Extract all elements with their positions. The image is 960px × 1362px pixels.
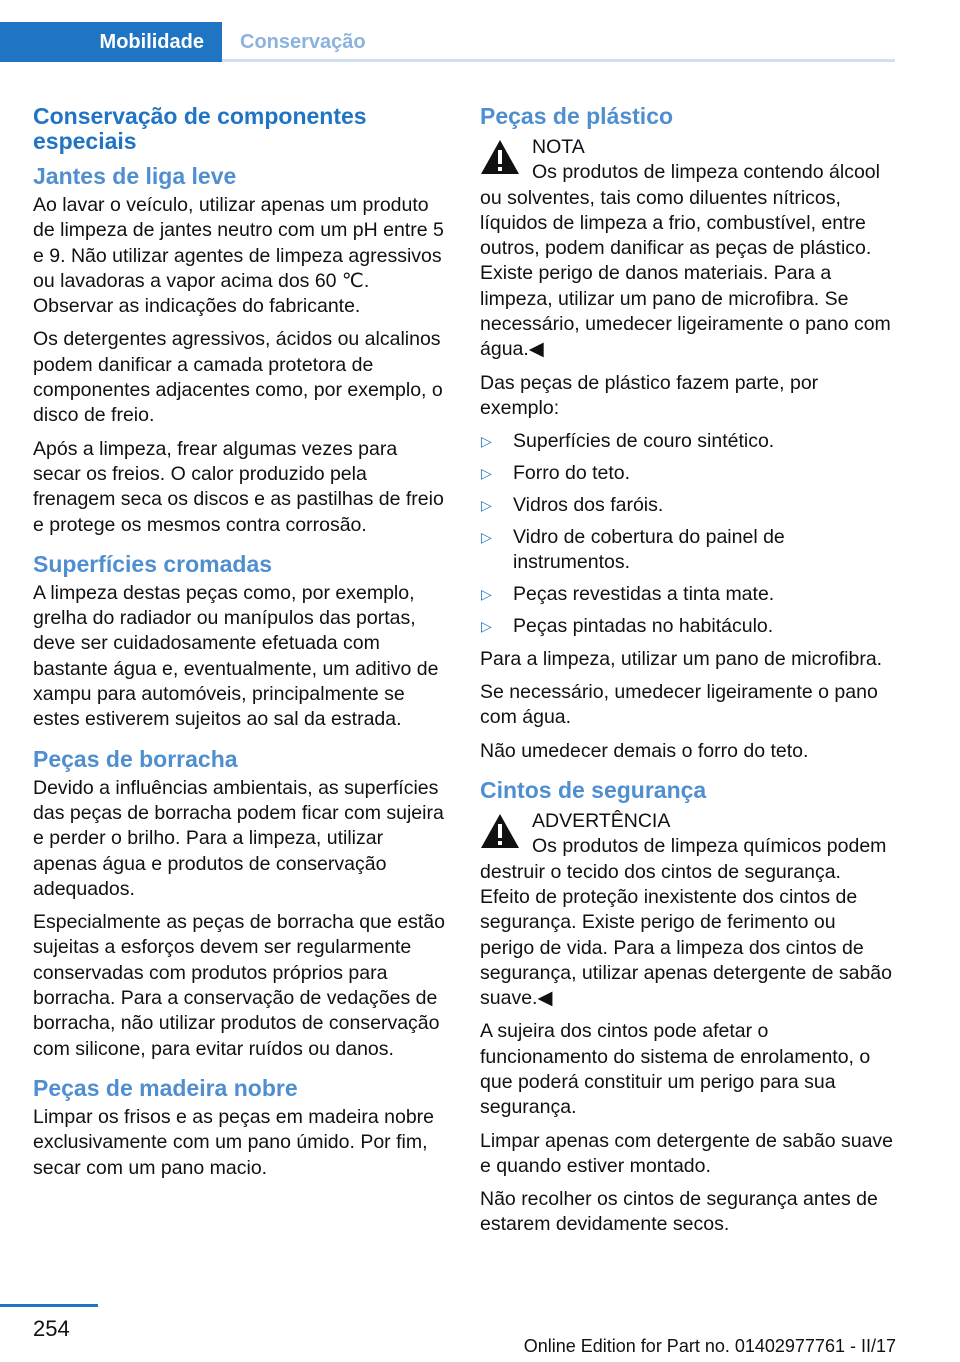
plastic-warning-label: NOTA [532,136,585,158]
left-column [33,100,448,1189]
bullet-triangle-icon: ▷ [481,617,492,634]
section-tab-conservacao: Conservação [240,30,366,53]
list-item: ▷ Peças revestidas a tinta mate. [480,582,895,607]
rims-paragraph-3: Após a limpeza, frear algumas vezes para secar os freios. O calor produzido pela frenagem seca os discos e as pastilhas de freio e protege os mesmos contra corrosão. [33,437,444,536]
plastic-paragraph-3: Se necessário, umedecer ligeiramente o pano com água. [480,681,878,729]
bullet-triangle-icon: ▷ [481,585,492,602]
plastic-warning-text: Os produtos de limpeza contendo álcool ou solventes, tais como diluentes nítricos, líquidos de limpeza a frio, combustível, entre outros, podem danificar as peças de plástico. Existe perigo de danos materiais. Para a limpeza, utilizar um pano de microfibra. Se necessário, umedecer ligeiramente o pano com água.◀ [480,161,891,361]
belts-warning-label: ADVERTÊNCIA [532,810,671,833]
rubber-paragraph-1: Devido a influências ambientais, as superfícies das peças de borracha podem ficar com sujeira e perder o brilho. Para a limpeza, utilizar apenas água e produtos de conservação adequados. [33,776,444,900]
plastic-warning-box [480,135,895,363]
list-item: ▷ Superfícies de couro sintético. [480,429,895,454]
list-item: ▷ Vidro de cobertura do painel de instrumentos. [481,525,785,573]
edition-label: Online Edition for Part no. 01402977761 - II/17 [523,1336,896,1356]
plastic-paragraph-4: Não umedecer demais o forro do teto. [480,739,809,762]
plastic-intro: Das peças de plástico fazem parte, por exemplo: [480,371,819,419]
belts-warning-box [480,809,895,1011]
rims-paragraph-2: Os detergentes agressivos, ácidos ou alcalinos podem danificar a camada protetora de componentes adjacentes como, por exemplo, o disco de freio. [33,328,443,427]
right-column [480,100,895,1246]
rubber-paragraph-2: Especialmente as peças de borracha que estão sujeitas a esforços devem ser regularmente conservadas com produtos próprios para borracha. Para a conservação de vedações de borracha, não utilizar produtos de conservação com silicone, para evitar ruídos ou danos. [33,911,445,1060]
warning-triangle-icon [480,139,520,175]
chrome-paragraph-1: A limpeza destas peças como, por exemplo, grelha do radiador ou manípulos das portas, deve ser cuidadosamente efetuada com bastante água e, eventualmente, um aditivo de xampu para automóveis, principalmente se estes estiverem sujeitos ao sal da estrada. [33,581,439,731]
heading-rubber: Peças de borracha [33,745,238,772]
bullet-triangle-icon: ▷ [481,465,492,482]
belts-paragraph-1: A sujeira dos cintos pode afetar o funcionamento do sistema de enrolamento, o que poderá constituir um perigo para sua segurança. [480,1020,871,1119]
header-divider [222,59,895,62]
heading-belts: Cintos de segurança [480,777,707,804]
plastic-parts-list [480,429,895,639]
bullet-triangle-icon: ▷ [481,433,492,450]
wood-paragraph-1: Limpar os frisos e as peças em madeira nobre exclusivamente com um pano úmido. Por fim, secar com um pano macio. [33,1105,435,1179]
footer-divider [0,1304,98,1307]
heading-plastic: Peças de plástico [480,103,674,129]
belts-paragraph-2: Limpar apenas com detergente de sabão suave e quando estiver montado. [480,1129,894,1177]
list-item: ▷ Peças pintadas no habitáculo. [480,614,895,639]
chapter-tab-mobilidade: Mobilidade [0,22,222,62]
heading-chrome: Superfícies cromadas [33,550,273,577]
warning-triangle-icon [480,813,520,849]
belts-paragraph-3: Não recolher os cintos de segurança antes de estarem devidamente secos. [480,1188,878,1236]
rims-paragraph-1: Ao lavar o veículo, utilizar apenas um produto de limpeza de jantes neutro com um pH entre 5 e 9. Não utilizar agentes de limpeza agressivos ou lavadoras a vapor acima dos 60 ℃. Observar as indicações do fabricante. [33,194,444,318]
heading-rims: Jantes de liga leve [33,163,237,189]
list-item: ▷ Vidros dos faróis. [480,493,895,518]
bullet-triangle-icon: ▷ [481,528,492,545]
page-header [0,0,960,64]
page-number: 254 [33,1316,70,1341]
list-item: ▷ Forro do teto. [480,461,895,486]
heading-wood: Peças de madeira nobre [33,1074,298,1101]
bullet-triangle-icon: ▷ [481,496,492,513]
main-heading: Conservação de componentes especiais [33,103,367,154]
belts-warning-text: Os produtos de limpeza químicos podem destruir o tecido dos cintos de segurança. Efeito de proteção inexistente dos cintos de segurança. Existe perigo de ferimento ou perigo de vida. Para a limpeza dos cintos de segurança, utilizar apenas detergente de sabão suave.◀ [480,835,892,1010]
plastic-paragraph-2: Para a limpeza, utilizar um pano de microfibra. [480,647,883,670]
